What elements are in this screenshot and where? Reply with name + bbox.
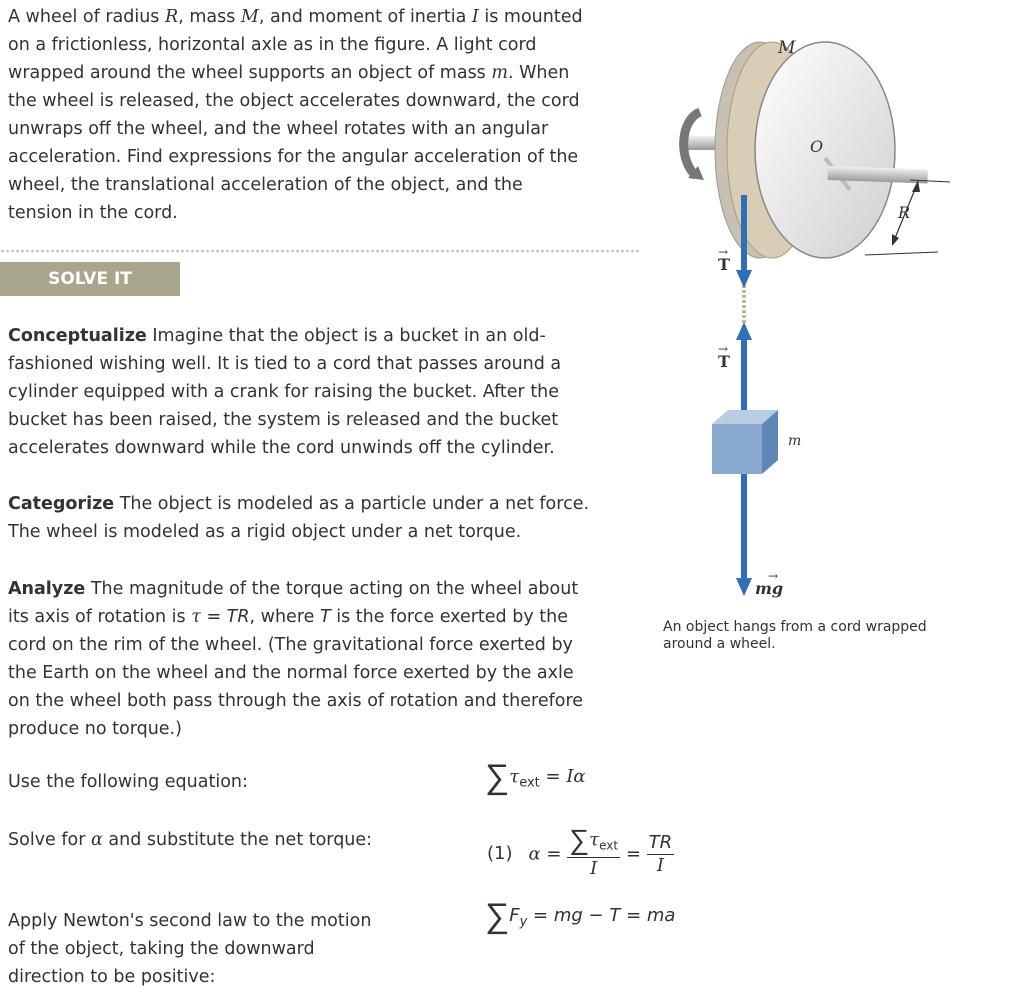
svg-text:→: → [718, 245, 729, 259]
dotted-divider [0, 247, 640, 255]
equation-number: (1) [487, 843, 513, 865]
label-O: O [810, 137, 824, 156]
label-T-upper: T [718, 255, 730, 274]
label-m: m [788, 433, 802, 449]
figure-caption: An object hangs from a cord wrapped around a wheel. [663, 619, 927, 652]
newton-label: Apply Newton's second law to the motion of the object, taking the downward direction to be positive: [8, 911, 372, 987]
categorize-paragraph: Categorize The object is modeled as a particle under a net force. The wheel is modeled as a rigid object under a net torque. [8, 494, 590, 542]
alpha-equation: (1) α = $\frac{\sum\tau_{ext}}{I}$ = $\frac{TR}{I}$ [487, 823, 673, 879]
problem-statement: A wheel of radius R, mass M, and moment of inertia I is mounted on a frictionless, horizontal axle as in the figure. A light cord wrapped around the wheel supports an object of mass m. When the wheel is released, the object accelerates downward, the cord unwraps off the wheel, and the wheel rotates with an angular acceleration. Find expressions for the angular acceleration of the wheel, the translational acceleration of the object, and the tension in the cord. [8, 7, 583, 223]
label-M: M [778, 38, 796, 58]
svg-text:→: → [768, 569, 779, 583]
label-mg: mg [755, 579, 784, 598]
conceptualize-paragraph: Conceptualize Imagine that the object is a bucket in an old- fashioned wishing well. It is tied to a cord that passes around a cylinder equipped with a crank for raising the bucket. After the bucket has been raised, the system is released and the bucket accelerates downward while the cord unwinds off the cylinder. [8, 326, 562, 458]
analyze-heading: Analyze [8, 579, 86, 599]
hanging-mass [712, 424, 762, 474]
wheel [755, 42, 895, 258]
categorize-heading: Categorize [8, 494, 115, 514]
label-T-lower: T [718, 352, 730, 371]
label-R: R [898, 203, 911, 222]
use-equation-label: Use the following equation: [8, 772, 248, 792]
solve-alpha-label: Solve for α and substitute the net torque: [8, 830, 373, 850]
conceptualize-heading: Conceptualize [8, 326, 147, 346]
solve-it-banner: SOLVE IT [0, 262, 180, 296]
analyze-paragraph: Analyze The magnitude of the torque acting on the wheel about its axis of rotation is τ = TR, where T is the force exerted by the cord on the rim of the wheel. (The gravitational force exerted by the Earth on the wheel and the normal force exerted by the axle on the wheel both pass through the axis of rotation and therefore produce no torque.) [8, 579, 584, 739]
torque-equation: $\sum\tau_{ext} = I\alpha$ [485, 757, 586, 797]
svg-text:→: → [718, 342, 729, 356]
wheel-figure [660, 20, 960, 610]
newton-equation: $\sum F_y$ = mg − T = ma [485, 896, 676, 936]
